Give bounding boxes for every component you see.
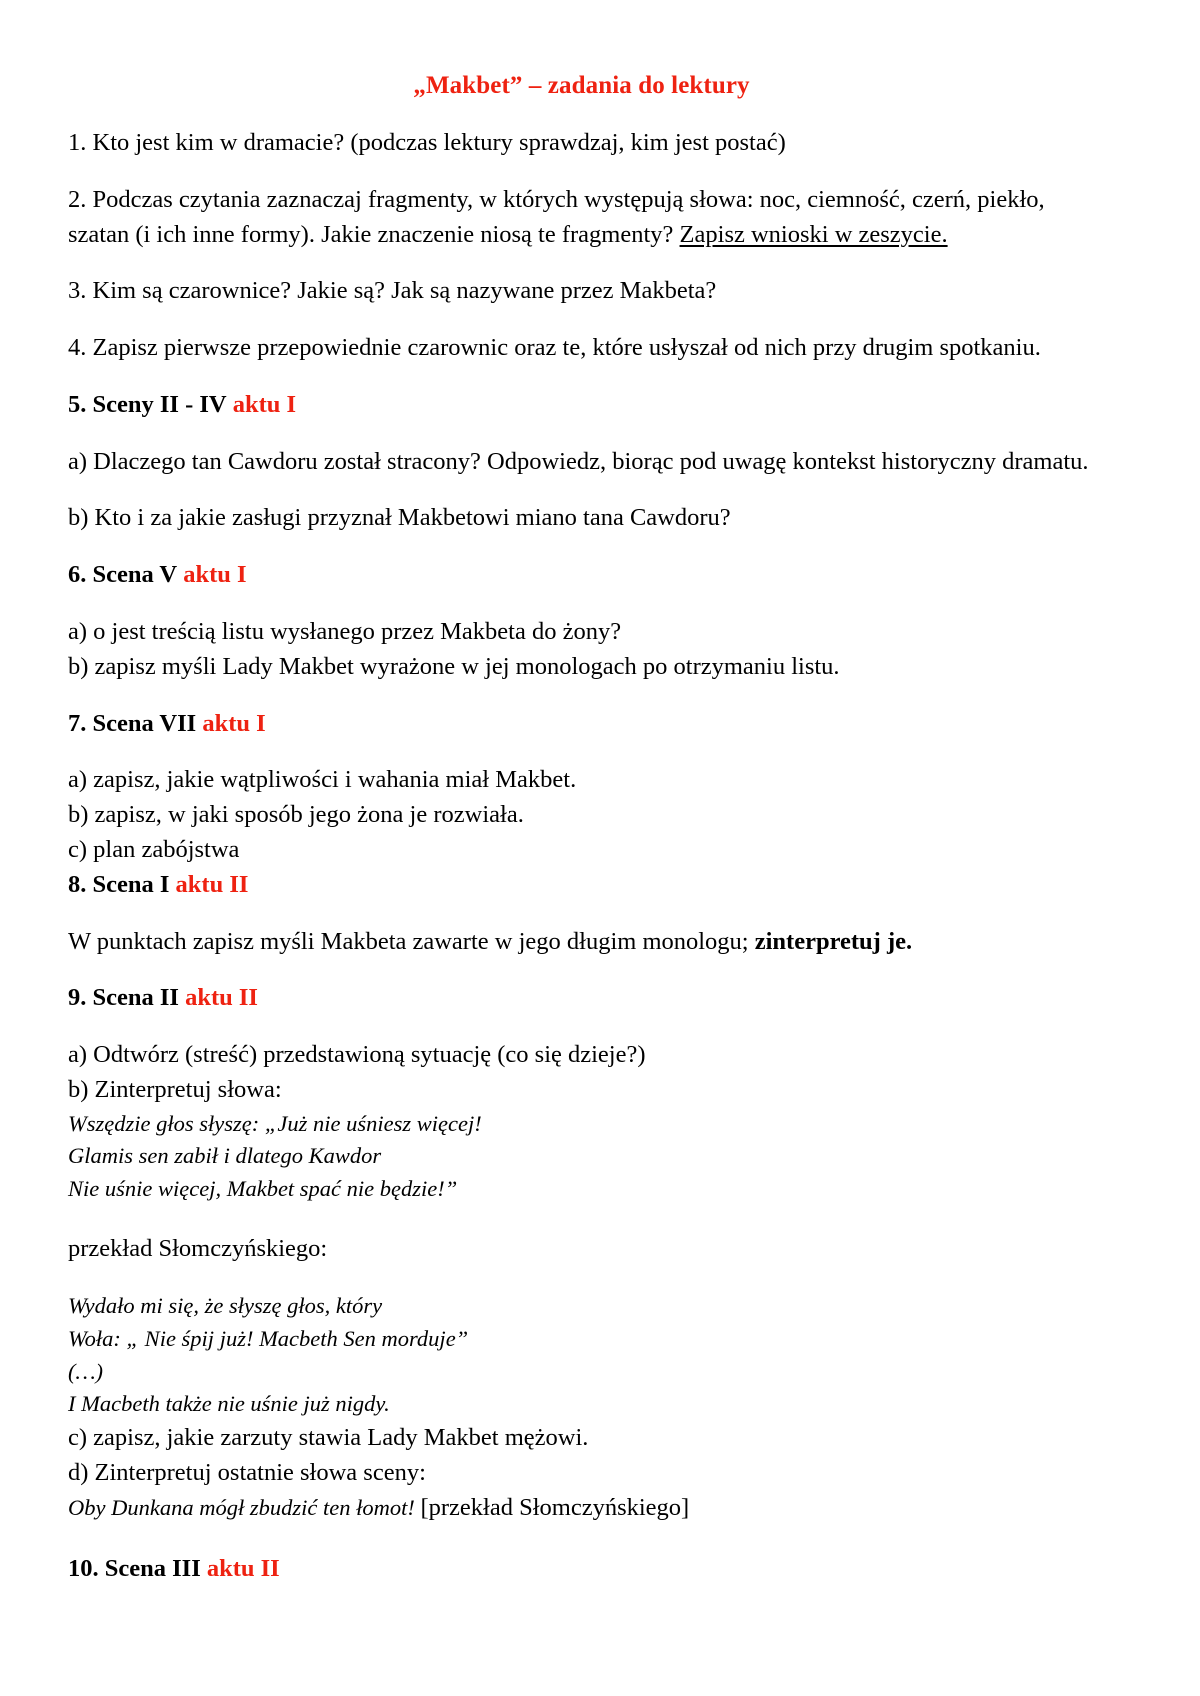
task-10-act-label: aktu II (206, 1554, 280, 1582)
quotation-final-line (68, 1490, 1095, 1526)
task-6a: a) o jest treścią listu wysłanego przez Makbeta do żony? (68, 618, 622, 646)
task-6-subitems (68, 615, 1095, 685)
task-5a (68, 445, 1095, 480)
quote-1-line-3: Nie uśnie więcej, Makbet spać nie będzie!” (68, 1175, 458, 1201)
task-7b: b) zapisz, w jaki sposób jego żona je rozwiała. (68, 801, 524, 829)
task-2-text: 2. Podczas czytania zaznaczaj fragmenty, w których występują słowa: noc, ciemność, czerń, piekło, szatan (i ich inne formy). Jakie znaczenie niosą te fragmenty? (68, 185, 1045, 248)
task-5-heading (68, 388, 1095, 423)
translation-label: przekład Słomczyńskiego: (68, 1234, 328, 1262)
task-8-heading (68, 868, 1095, 903)
task-5-number: 5. (68, 390, 93, 418)
task-9-act-label: aktu II (185, 984, 258, 1012)
quote-3-italic-text: Oby Dunkana mógł zbudzić ten łomot! (68, 1495, 421, 1521)
page-title: „Makbet” – zadania do lektury (413, 72, 750, 99)
task-8-body (68, 925, 1095, 960)
quote-2-line-3: (…) (68, 1358, 103, 1384)
task-7-number: 7. (68, 709, 93, 737)
task-9d: d) Zinterpretuj ostatnie słowa sceny: (68, 1458, 426, 1486)
task-9b: b) Zinterpretuj słowa: (68, 1075, 282, 1103)
task-2-underlined-note: Zapisz wnioski w zeszycie. (679, 220, 948, 248)
task-8-number: 8. (68, 870, 93, 898)
task-6-heading (68, 558, 1095, 593)
task-8-body-emphasis: zinterpretuj je. (754, 927, 913, 955)
task-6b: b) zapisz myśli Lady Makbet wyrażone w jej monologach po otrzymaniu listu. (68, 652, 840, 680)
quote-2-line-2: Woła: „ Nie śpij już! Macbeth Sen morduje” (68, 1325, 469, 1351)
task-5b (68, 501, 1095, 536)
quote-2-line-4: I Macbeth także nie uśnie już nigdy. (68, 1391, 390, 1417)
task-9-scene-label: 9. Scena II (68, 984, 179, 1012)
task-5-act-label: aktu I (232, 390, 297, 418)
task-6-scene-label: Scena V (92, 561, 178, 589)
task-7a: a) zapisz, jakie wątpliwości i wahania miał Makbet. (68, 766, 577, 794)
task-9-subitems (68, 1038, 1095, 1108)
task-8-body-text: W punktach zapisz myśli Makbeta zawarte w jego długim monologu; (68, 927, 755, 955)
task-7-act-label: aktu I (202, 709, 266, 737)
task-6-number: 6. (68, 561, 93, 589)
task-9-subitems-cd (68, 1421, 1095, 1491)
task-7c: c) plan zabójstwa (68, 835, 240, 863)
task-2 (68, 183, 1095, 253)
task-9a: a) Odtwórz (streść) przedstawioną sytuację (co się dzieje?) (68, 1041, 646, 1069)
task-10-heading (68, 1552, 1095, 1587)
quote-3-attribution: [przekład Słomczyńskiego] (420, 1494, 690, 1522)
task-5-scene-label: Sceny II - IV (92, 390, 227, 418)
task-8-scene-label: Scena I (92, 870, 170, 898)
task-1 (68, 126, 1095, 161)
quote-1-line-1: Wszędzie głos słyszę: „Już nie uśniesz więcej! (68, 1110, 482, 1136)
task-7-scene-label: Scena VII (92, 709, 197, 737)
task-6-act-label: aktu I (183, 561, 247, 589)
task-5b-text: b) Kto i za jakie zasługi przyznał Makbetowi miano tana Cawdoru? (68, 504, 731, 532)
task-5a-text: a) Dlaczego tan Cawdoru został stracony? Odpowiedz, biorąc pod uwagę kontekst historyczny dramatu. (68, 447, 1089, 475)
quotation-slomczynski (68, 1290, 1095, 1421)
task-8-act-label: aktu II (175, 870, 249, 898)
task-7-heading (68, 707, 1095, 742)
task-9c: c) zapisz, jakie zarzuty stawia Lady Makbet mężowi. (68, 1423, 589, 1451)
task-9-heading (68, 981, 1095, 1016)
quote-2-line-1: Wydało mi się, że słyszę głos, który (68, 1293, 383, 1319)
task-1-text: 1. Kto jest kim w dramacie? (podczas lektury sprawdzaj, kim jest postać) (68, 129, 786, 156)
quote-1-line-2: Glamis sen zabił i dlatego Kawdor (68, 1143, 382, 1169)
quotation-barancza (68, 1108, 1095, 1206)
task-3 (68, 274, 1095, 309)
task-10-scene-label: 10. Scena III (68, 1554, 201, 1582)
task-4 (68, 331, 1095, 366)
task-4-text: 4. Zapisz pierwsze przepowiednie czarownic oraz te, które usłyszał od nich przy drugim spotkaniu. (68, 334, 1041, 362)
task-3-text: 3. Kim są czarownice? Jakie są? Jak są nazywane przez Makbeta? (68, 277, 717, 305)
task-7-subitems (68, 763, 1095, 902)
